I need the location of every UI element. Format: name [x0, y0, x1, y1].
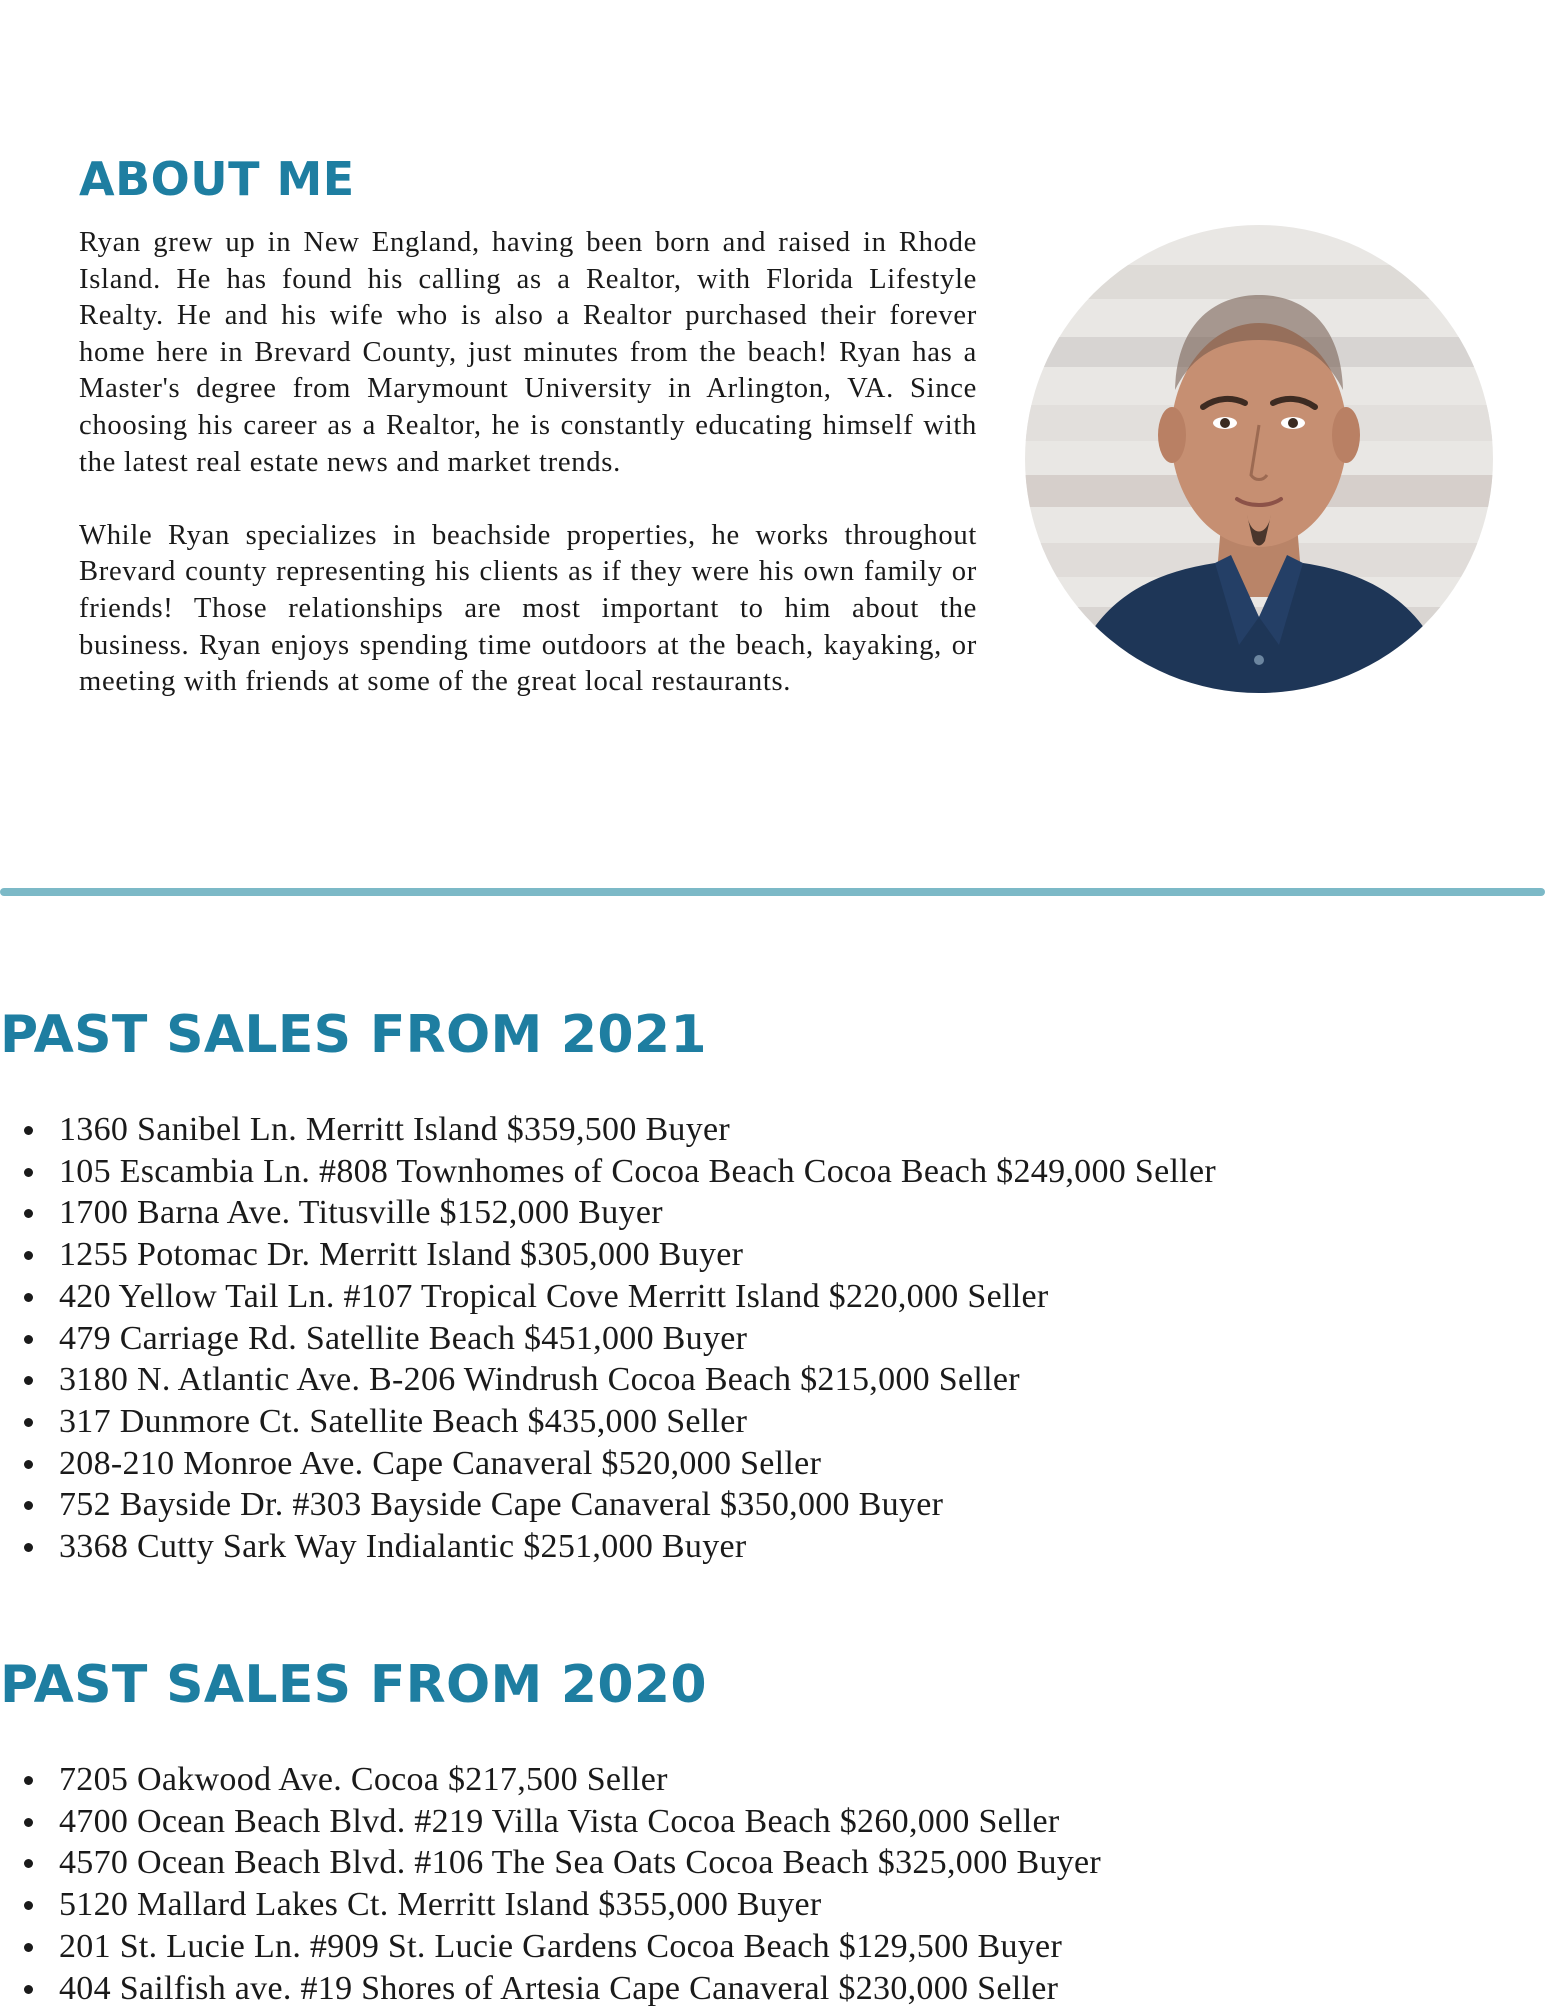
sale-item: 1255 Potomac Dr. Merritt Island $305,000 Buyer	[59, 1234, 1216, 1276]
sale-item: 752 Bayside Dr. #303 Bayside Cape Canaveral $350,000 Buyer	[59, 1484, 1216, 1526]
sale-item: 479 Carriage Rd. Satellite Beach $451,000 Buyer	[59, 1318, 1216, 1360]
sale-item: 1360 Sanibel Ln. Merritt Island $359,500 Buyer	[59, 1109, 1216, 1151]
sales-2020-list	[0, 1759, 1101, 2009]
sale-item: 404 Sailfish ave. #19 Shores of Artesia Cape Canaveral $230,000 Seller	[59, 1968, 1101, 2009]
sale-item: 105 Escambia Ln. #808 Townhomes of Cocoa Beach Cocoa Beach $249,000 Seller	[59, 1151, 1216, 1193]
sale-item: 201 St. Lucie Ln. #909 St. Lucie Gardens Cocoa Beach $129,500 Buyer	[59, 1926, 1101, 1968]
section-divider	[0, 888, 1545, 896]
sale-item: 3368 Cutty Sark Way Indialantic $251,000 Buyer	[59, 1526, 1216, 1568]
about-paragraph: Ryan grew up in New England, having been born and raised in Rhode Island. He has found his calling as a Realtor, with Florida Lifestyle Realty. He and his wife who is also a Realtor purchased their forever home here in Brevard County, just minutes from the beach! Ryan has a Master's degree from Marymount University in Arlington, VA. Since choosing his career as a Realtor, he is constantly educating himself with the latest real estate news and market trends.	[79, 227, 977, 478]
about-heading: ABOUT ME	[79, 152, 355, 206]
about-text	[79, 225, 977, 701]
sale-item: 5120 Mallard Lakes Ct. Merritt Island $355,000 Buyer	[59, 1884, 1101, 1926]
sale-item: 4570 Ocean Beach Blvd. #106 The Sea Oats Cocoa Beach $325,000 Buyer	[59, 1842, 1101, 1884]
agent-portrait	[1025, 225, 1493, 693]
sales-2021-heading: PAST SALES FROM 2021	[0, 1005, 707, 1065]
about-paragraph: While Ryan specializes in beachside properties, he works throughout Brevard county representing his clients as if they were his own family or friends! Those relationships are most important to him about the business. Ryan enjoys spending time outdoors at the beach, kayaking, or meeting with friends at some of the great local restaurants.	[79, 519, 977, 698]
sales-2021-list	[0, 1109, 1216, 1568]
sale-item: 3180 N. Atlantic Ave. B-206 Windrush Cocoa Beach $215,000 Seller	[59, 1359, 1216, 1401]
sales-2020-heading: PAST SALES FROM 2020	[0, 1655, 707, 1715]
sale-item: 208-210 Monroe Ave. Cape Canaveral $520,000 Seller	[59, 1443, 1216, 1485]
sale-item: 317 Dunmore Ct. Satellite Beach $435,000 Seller	[59, 1401, 1216, 1443]
sale-item: 7205 Oakwood Ave. Cocoa $217,500 Seller	[59, 1759, 1101, 1801]
sale-item: 420 Yellow Tail Ln. #107 Tropical Cove Merritt Island $220,000 Seller	[59, 1276, 1216, 1318]
sale-item: 4700 Ocean Beach Blvd. #219 Villa Vista Cocoa Beach $260,000 Seller	[59, 1801, 1101, 1843]
sale-item: 1700 Barna Ave. Titusville $152,000 Buyer	[59, 1192, 1216, 1234]
